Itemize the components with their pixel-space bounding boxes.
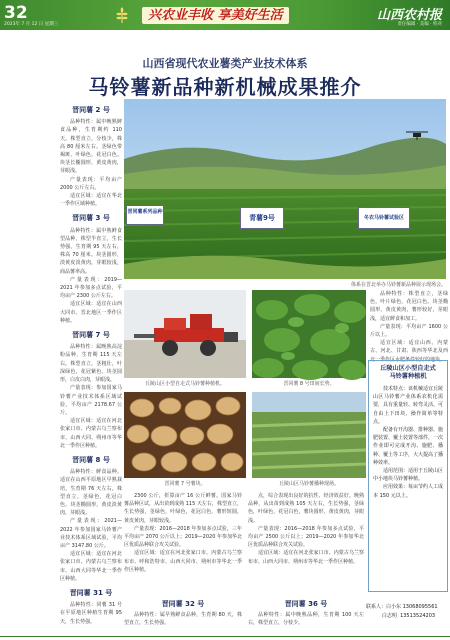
variety-text: 2300 公斤，折算亩产 16 公斤鲜薯。国家马铃薯品种区试，从出苗到成熟 115 天左右，株型直立，生长势强，茎绿色，叶绿色，花冠白色，薯形短圆，黄皮黄肉，芽眼较浅。: [124, 493, 242, 524]
variety-heading: 晋同薯 31 号: [69, 588, 113, 597]
variety-text: 点，综合表现出良好的抗性、经济效益好。晚熟品种，从出苗到成熟 105 天左右，生长势强，茎绿色，叶绿色，花冠白色，薯块圆形，黄皮黄肉，芽眼浅。: [248, 493, 364, 524]
variety-text: 适宜区域：适宜山西、内蒙古、河北、甘肃、陕西等华北及西北一季作区水肥条件较好的地块。: [370, 340, 448, 363]
variety-text: 品种特性：属中熟鲜食型品种，株型半直立，生长势强。生育期 95 天左右，株高 70 厘米。块茎圆形，淡黄皮淡黄肉，芽眼较浅，商品薯率高。: [60, 227, 122, 275]
sidebar-heading-line2: 马铃薯种植机: [389, 373, 427, 380]
variety-text: 品种特性：属中晚熟鲜食品种，生育期约 110 天。株型直立，分枝少，株高 80 厘米左右。茎绿色带褐斑，叶绿色，花冠白色。块茎长椭圆形，黄皮黄肉，芽眼浅。: [60, 119, 122, 175]
variety-text: 品种特性：同薯 31 号在平原地区种植生育期 95 天，生长势强。: [60, 602, 122, 625]
photo-caption: 体系在晋北举办马铃薯新品种展示现场会。: [350, 282, 446, 288]
variety-heading: 晋同薯 8 号: [72, 455, 110, 464]
drone-icon: [404, 129, 430, 141]
slogan-banner: 兴农业丰收 享美好生活: [142, 7, 289, 24]
variety-text: 产量表现：2016—2018 年参加多点试验，三年平均亩产 2070 公斤以上；2019—2020 年参加华北区优质品种联合攻关试验。: [124, 525, 242, 549]
field-sign: 冬农马铃薯试验区: [358, 207, 410, 229]
variety-text: 品种特性：鲜食品种。适宜在山西平原地区早熟栽培，生育期 76 天左右。株型直立，茎绿色，花冠白色。块茎椭圆形，黄皮淡黄肉，芽眼浅。: [60, 469, 122, 517]
field-scene-illustration: [124, 99, 446, 279]
field-sign: 青薯9号: [240, 207, 284, 229]
variety-column-mid2: [248, 492, 364, 592]
variety-text: 适宜区域：适宜在河北张家口市、内蒙古乌兰察布市、山西大同等华北一季作区种植。: [60, 551, 122, 582]
tubers-illustration: [124, 392, 246, 478]
article-kicker: 山西省现代农业薯类产业技术体系: [142, 57, 308, 70]
field-sign: 晋同薯系列品种: [126, 205, 164, 225]
variety-text: 产量表现：平均亩产 2000 公斤左右。: [60, 176, 122, 191]
potato-tubers-photo: [124, 392, 246, 478]
issue-date: 2023年 7 月 12 日 星期三: [4, 22, 59, 27]
sidebar-text: 应用效果：每亩节约人工成本 150 元以上。: [373, 484, 444, 499]
variety-text: 品种特性：属早熟鲜食品种，生育期 80 天，株型直立，生长势强。: [124, 612, 242, 627]
field-demo-photo: [124, 99, 446, 279]
variety-text: 适宜区域：适宜在河北张家口市、内蒙古乌兰察布市、山西大同、朔州市等华北一季作区种植。: [60, 418, 122, 449]
variety-block-32: [124, 600, 242, 636]
machine-sidebar-box: [368, 360, 448, 592]
variety-text: 产量表现：2019—2021 年参加多点试验，平均亩产 2300 公斤左右。: [60, 276, 122, 300]
variety-text: 产量表现：2016—2018 年参加多点试验，平均亩产 2500 公斤以上；2019—2020 年参加华北区优质品种联合攻关试验。: [248, 525, 364, 549]
article-title: 马铃薯新品种新机械成果推介: [88, 75, 362, 99]
sidebar-text: 技术特点：该机械适宜丘陵山区马铃薯产业体系农机化需要，具有重量轻、转弯灵活、可自由上下田块、操作简单等特点。: [373, 386, 444, 425]
variety-text: 产量表现：平均亩产 1600 公斤以上。: [370, 323, 448, 339]
photo-caption: 丘陵山区小型自走式马铃薯种植机。: [144, 381, 225, 387]
variety-heading: 晋同薯 32 号: [161, 600, 205, 608]
variety-text: 适宜区域：适宜在河北张家口市、内蒙古乌兰察布市、山西大同市、朔州市等华北一季作区种植。: [248, 550, 364, 565]
sidebar-heading-line1: 丘陵山区小型自走式: [380, 365, 436, 372]
variety-text: 品种特性：属中晚熟品种，生育期 100 天左右，株型直立，分枝少。: [248, 612, 364, 627]
variety-column-left: [60, 100, 122, 625]
sidebar-text: 配备有开沟器、排种器、施肥装置、覆土装置等部件，一次作业即可完成开沟、施肥、播种、覆土等工序，大大提高了播种效率。: [373, 427, 444, 466]
planter-machine-photo: [124, 290, 246, 378]
variety-block-36: [248, 600, 364, 636]
variety-text: 产量表现：2021—2022 年参加国家马铃薯产业技术体系区域试验，平均亩产 3147.80 公斤。: [60, 518, 122, 549]
variety-column-mid: [124, 492, 242, 592]
contact-info: [366, 603, 438, 621]
photo-caption: 晋同薯 7 号薯块。: [164, 481, 206, 487]
variety-text: 适宜区域：适宜在山西大同市、晋北地区一季作区种植。: [60, 301, 122, 324]
variety-column-right-top: [370, 290, 448, 363]
newspaper-brand: 山西农村报: [376, 8, 442, 23]
contact-line: 联系人：白小东 13068095561: [366, 604, 438, 610]
contact-line: 白志明 13513524203: [366, 613, 436, 619]
variety-text: 适宜区域：适宜在华北一季作区域种植。: [60, 193, 122, 208]
sidebar-text: 适用范围：适用于丘陵山区中小地块马铃薯种植。: [373, 468, 444, 483]
variety-text: 品种特性：株型直立，茎绿色，叶片绿色，花冠白色。块茎椭圆形，黄皮黄肉，薯形较好，芽眼浅，适宜鲜食和加工。: [370, 291, 448, 322]
variety-heading: 晋同薯 2 号: [72, 106, 110, 114]
page-header: [0, 0, 450, 30]
potato-field-photo: [252, 290, 366, 378]
photo-caption: 晋同薯 8 号田间长势。: [283, 381, 335, 387]
young-field-photo: [252, 392, 366, 478]
page-number: 32: [4, 3, 28, 23]
variety-heading: 晋同薯 3 号: [72, 214, 110, 223]
variety-text: 品种特性：属晚熟高淀粉品种，生育期 115 天左右。株型直立，茎粗壮，叶深绿色，花冠紫色。块茎圆形，白皮白肉，芽眼浅。: [60, 344, 122, 384]
variety-text: 产量表现：参加国家马铃薯产业技术体系区域试验，平均亩产 2178.67 公斤。: [60, 385, 122, 416]
variety-heading: 晋同薯 36 号: [284, 600, 328, 608]
editor-info: 责任编辑 · 美编 · 校对: [397, 22, 442, 27]
planter-illustration: [124, 290, 246, 378]
young-field-illustration: [252, 392, 366, 478]
photo-caption: 丘陵山区马铃薯播种现场。: [278, 481, 339, 487]
wheat-icon: [110, 7, 134, 24]
potato-plants-illustration: [252, 290, 366, 378]
variety-heading: 晋同薯 7 号: [72, 331, 110, 340]
page-bottom-rule: [0, 636, 450, 637]
variety-text: 适宜区域：适宜在河北张家口市、内蒙古乌兰察布市、呼和浩特市、山西大同市、朔州市等华北一季作区种植。: [124, 550, 242, 573]
